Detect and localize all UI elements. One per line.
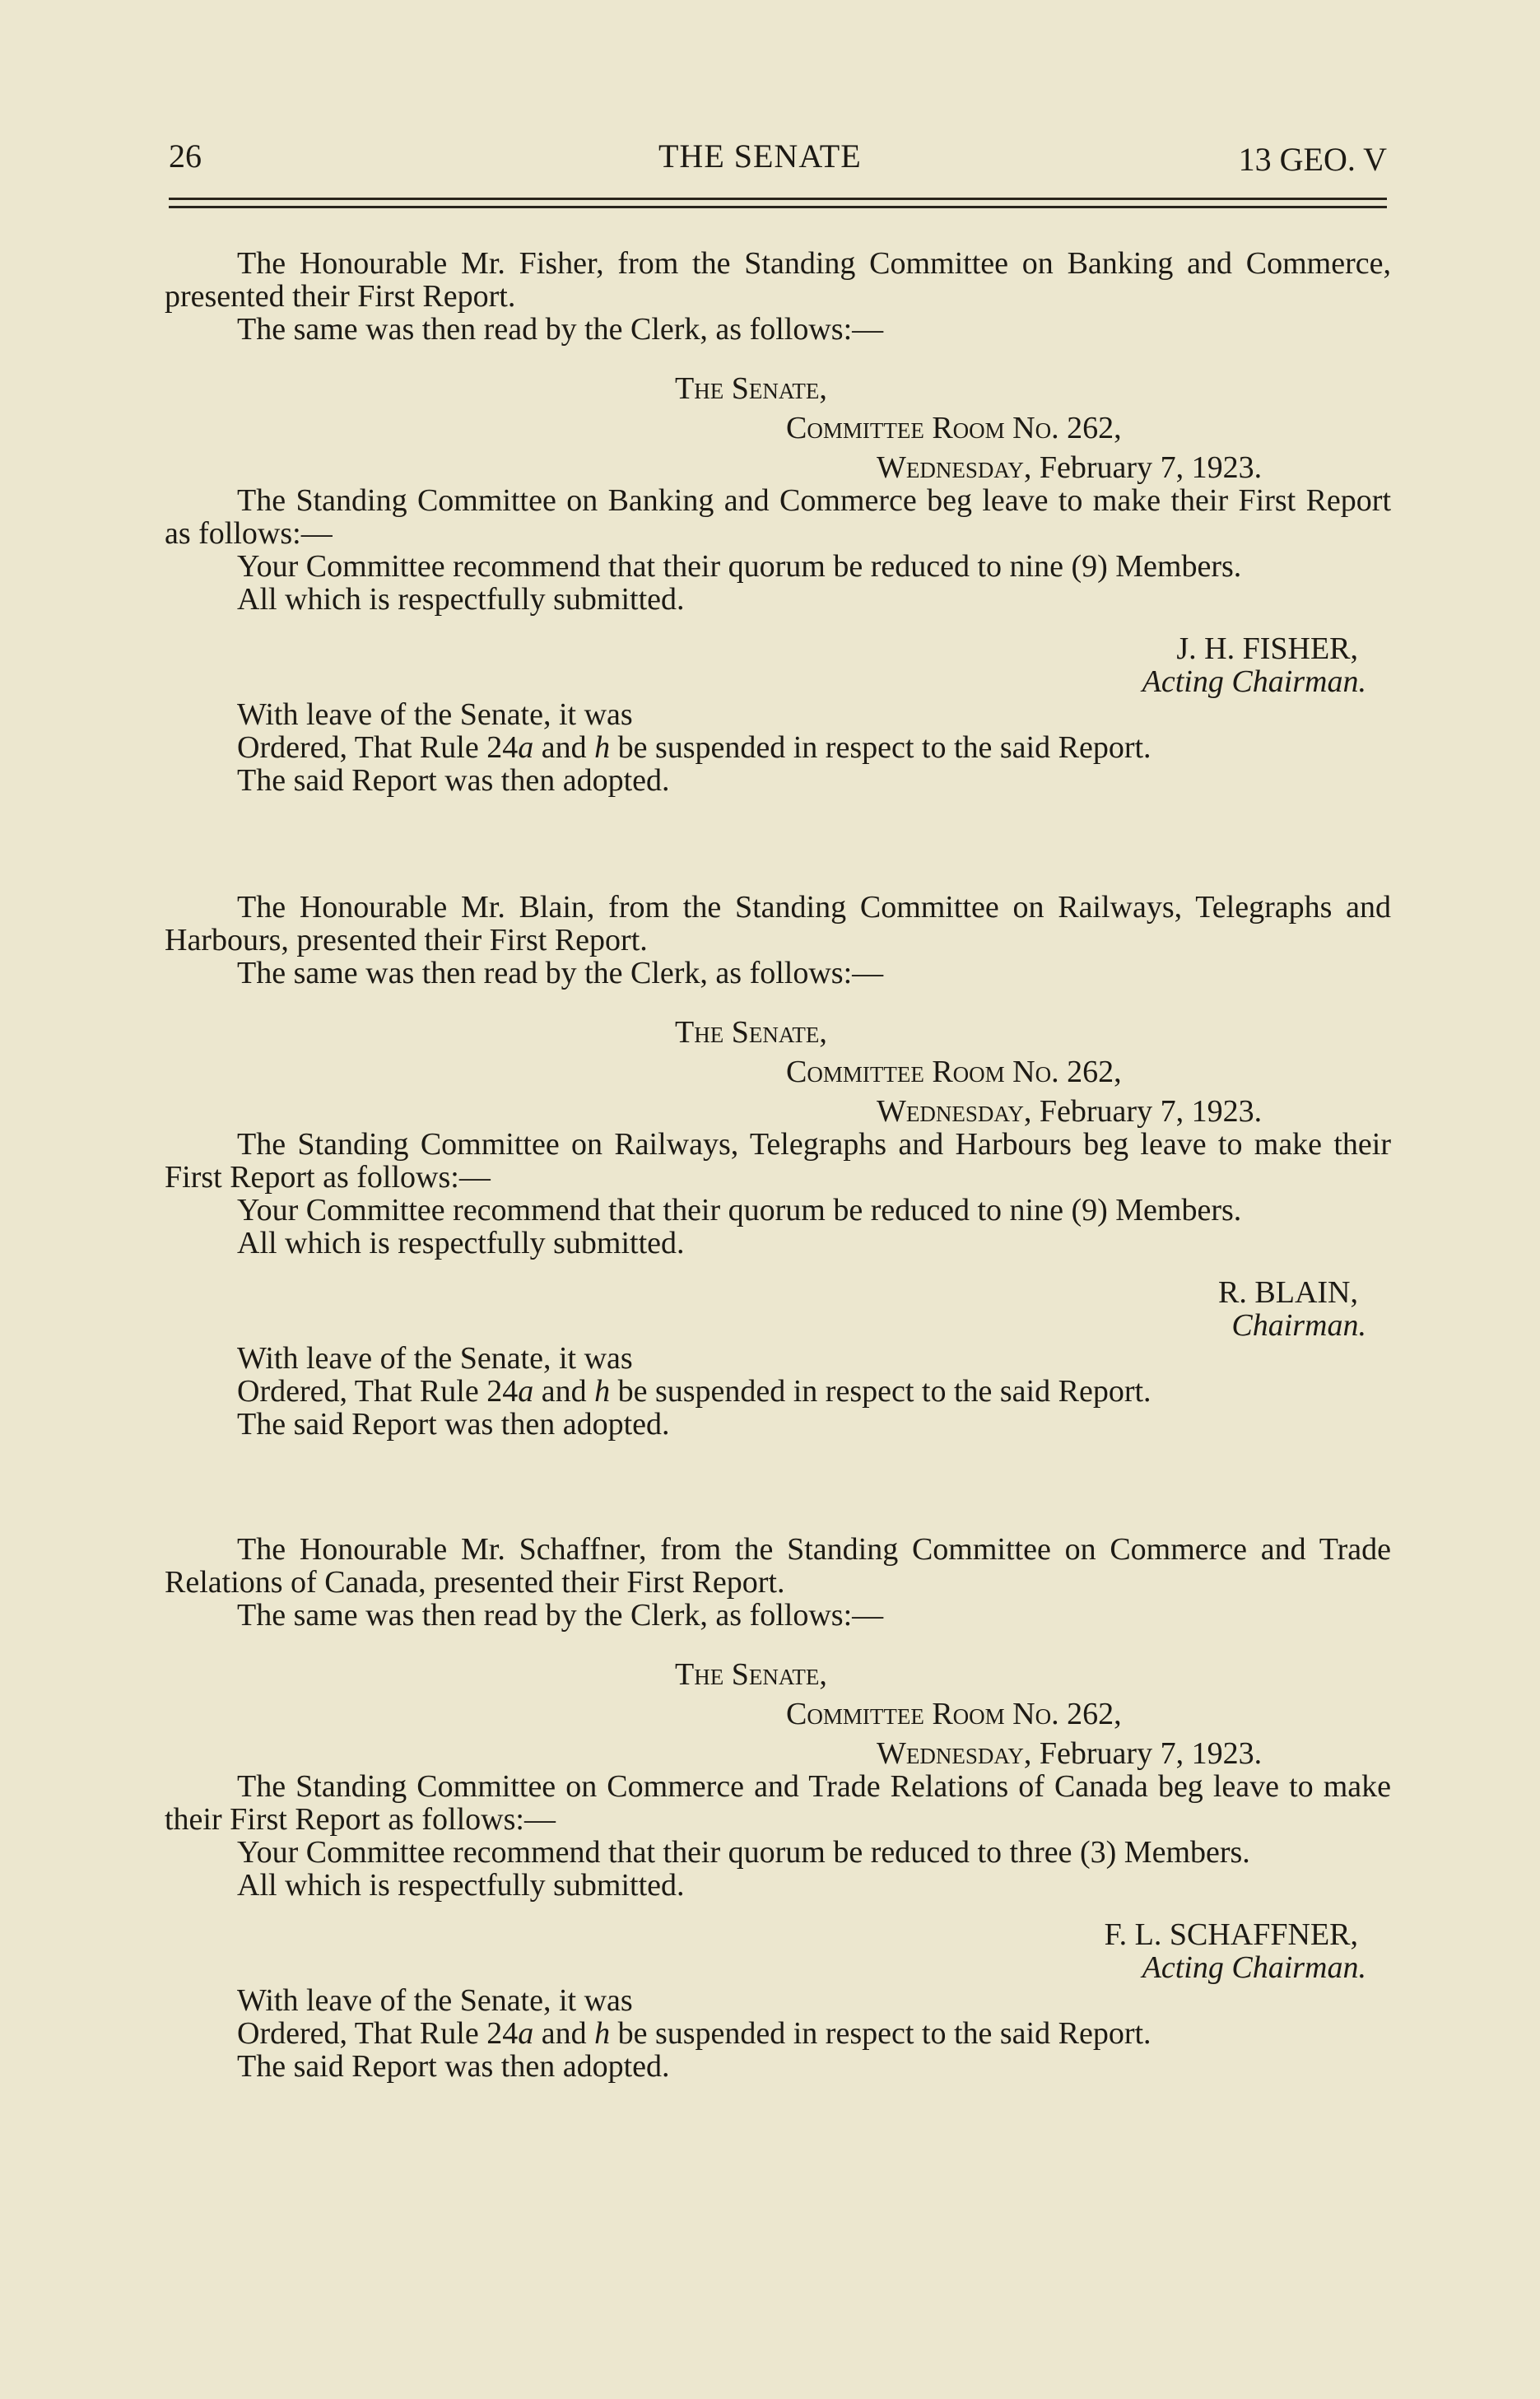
- report-recommend: Your Committee recommend that their quorum be reduced to nine (9) Members.: [237, 549, 1242, 584]
- signer-title: Acting Chairman.: [1142, 664, 1366, 699]
- signer-name: R. BLAIN,: [1218, 1275, 1358, 1310]
- ordered-line: Ordered, That Rule 24a and h be suspended in respect to the said Report.: [237, 2016, 1152, 2051]
- adopted-line: The said Report was then adopted.: [237, 763, 670, 798]
- report-recommend: Your Committee recommend that their quorum be reduced to nine (9) Members.: [237, 1193, 1242, 1227]
- header-rule-top: [169, 198, 1387, 200]
- adopted-line: The said Report was then adopted.: [237, 2049, 670, 2084]
- report-submitted: All which is respectfully submitted.: [237, 582, 685, 617]
- report-intro: The Honourable Mr. Fisher, from the Standing Committee on Banking and Commerce, presented their First Report.: [165, 246, 1391, 314]
- address-date: Wednesday, February 7, 1923.: [877, 1094, 1263, 1129]
- report-body: The Standing Committee on Banking and Commerce beg leave to make their First Report as follows:—: [165, 483, 1391, 551]
- signer-title: Chairman.: [1231, 1308, 1366, 1343]
- report-read: The same was then read by the Clerk, as follows:—: [237, 312, 884, 347]
- report-read: The same was then read by the Clerk, as follows:—: [237, 956, 884, 990]
- report-submitted: All which is respectfully submitted.: [237, 1226, 685, 1260]
- report-section-3: [165, 1533, 1391, 2083]
- page-title: THE SENATE: [658, 137, 862, 175]
- report-section-2: [165, 891, 1391, 1441]
- address-senate: The Senate,: [675, 371, 827, 406]
- report-recommend: Your Committee recommend that their quorum be reduced to three (3) Members.: [237, 1835, 1250, 1870]
- report-body: The Standing Committee on Railways, Telegraphs and Harbours beg leave to make their First Report as follows:—: [165, 1127, 1391, 1195]
- address-date: Wednesday, February 7, 1923.: [877, 450, 1263, 485]
- adopted-line: The said Report was then adopted.: [237, 1407, 670, 1442]
- address-room: Committee Room No. 262,: [786, 411, 1122, 445]
- report-read: The same was then read by the Clerk, as follows:—: [237, 1598, 884, 1633]
- address-date: Wednesday, February 7, 1923.: [877, 1736, 1263, 1771]
- report-section-1: [165, 247, 1391, 797]
- leave-line: With leave of the Senate, it was: [237, 1341, 633, 1376]
- report-intro: The Honourable Mr. Blain, from the Standing Committee on Railways, Telegraphs and Harbours, presented their First Report.: [165, 890, 1391, 957]
- page-number: 26: [169, 137, 202, 175]
- report-body: The Standing Committee on Commerce and Trade Relations of Canada beg leave to make their First Report as follows:—: [165, 1769, 1391, 1837]
- report-submitted: All which is respectfully submitted.: [237, 1868, 685, 1903]
- leave-line: With leave of the Senate, it was: [237, 1983, 633, 2018]
- address-senate: The Senate,: [675, 1657, 827, 1692]
- signer-title: Acting Chairman.: [1142, 1950, 1366, 1985]
- ordered-line: Ordered, That Rule 24a and h be suspended in respect to the said Report.: [237, 730, 1152, 765]
- signer-name: J. H. FISHER,: [1176, 631, 1358, 666]
- address-senate: The Senate,: [675, 1015, 827, 1050]
- regnal-year: 13 GEO. V: [1238, 141, 1387, 178]
- leave-line: With leave of the Senate, it was: [237, 697, 633, 732]
- signer-name: F. L. SCHAFFNER,: [1104, 1917, 1358, 1952]
- page-header: [169, 137, 1387, 186]
- address-room: Committee Room No. 262,: [786, 1055, 1122, 1089]
- address-room: Committee Room No. 262,: [786, 1697, 1122, 1731]
- report-intro: The Honourable Mr. Schaffner, from the Standing Committee on Commerce and Trade Relations of Canada, presented their First Report.: [165, 1532, 1391, 1600]
- ordered-line: Ordered, That Rule 24a and h be suspended in respect to the said Report.: [237, 1374, 1152, 1409]
- header-rule-bottom: [169, 206, 1387, 208]
